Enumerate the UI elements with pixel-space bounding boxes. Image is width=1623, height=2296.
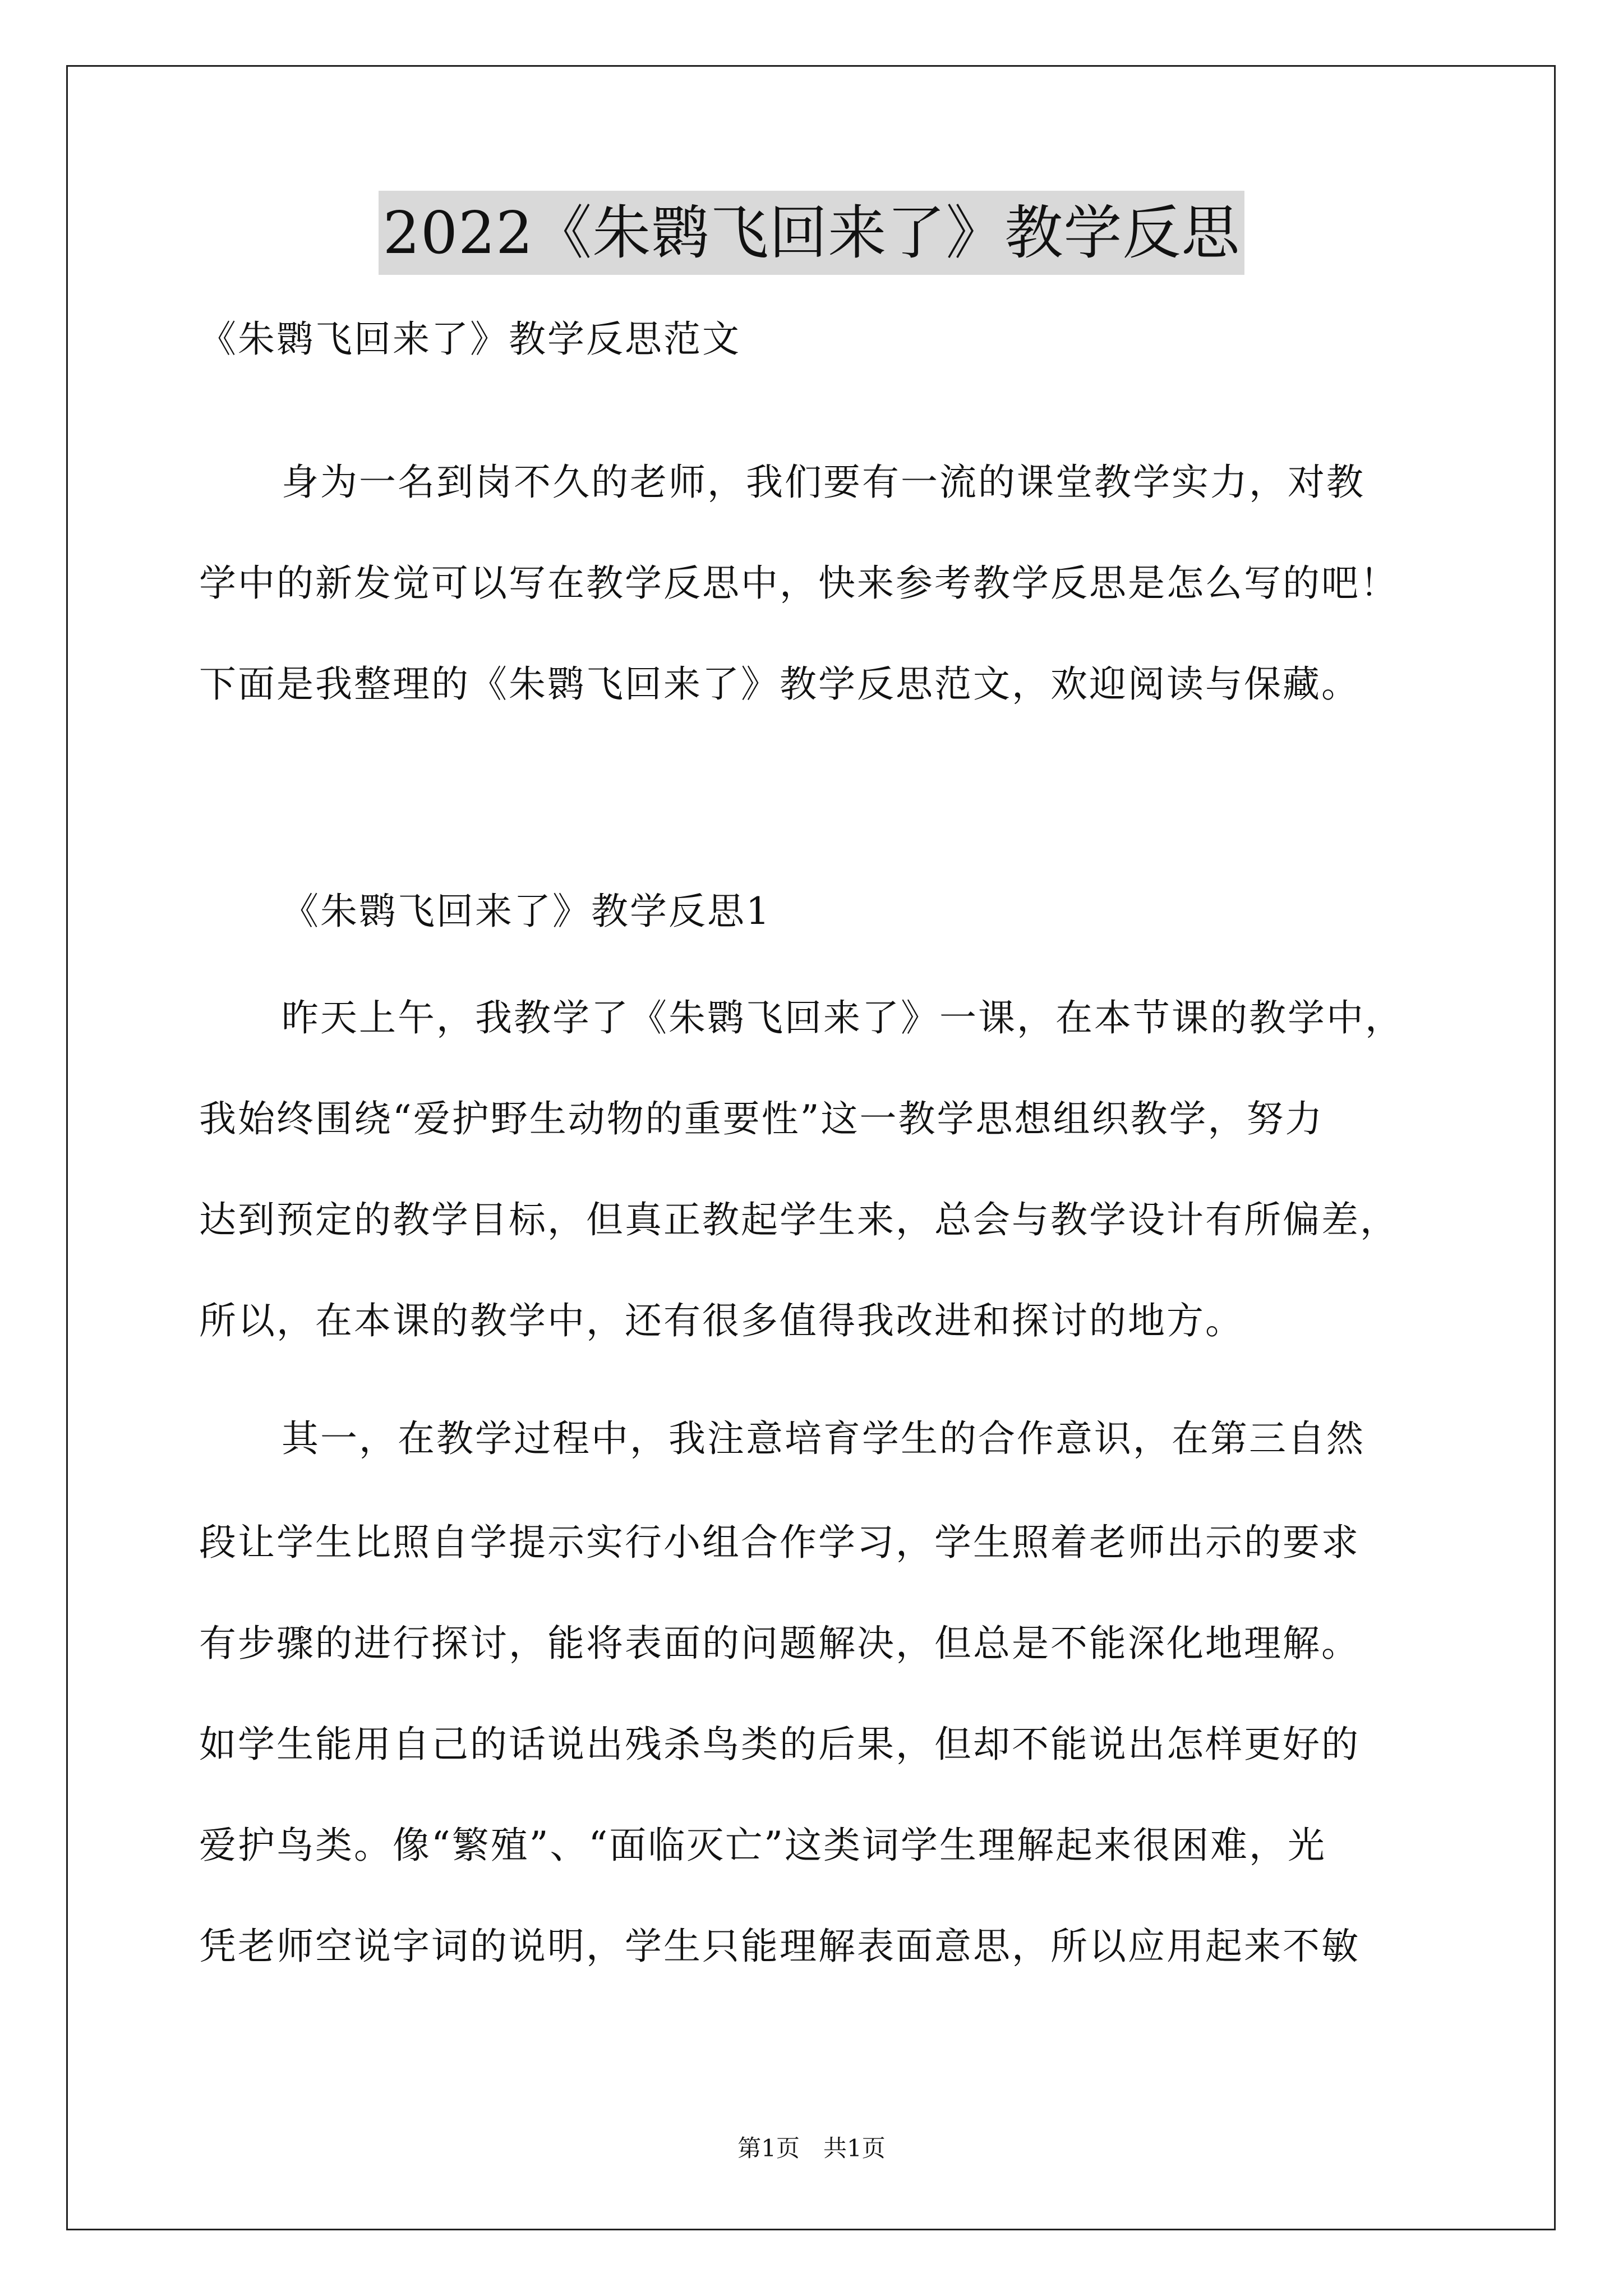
para2-line-4: 如学生能用自己的话说出残杀鸟类的后果，但却不能说出怎样更好的: [199, 1723, 1360, 1766]
title-container: [0, 191, 1623, 275]
page-border: [66, 65, 1556, 2230]
para1-line-2: 我始终围绕“爱护野生动物的重要性”这一教学思想组织教学，努力: [199, 1097, 1324, 1140]
intro-line-3: 下面是我整理的《朱鹮飞回来了》教学反思范文，欢迎阅读与保藏。: [199, 662, 1360, 706]
document-title: 2022《朱鹮飞回来了》教学反思: [379, 191, 1245, 275]
para1-line-3: 达到预定的教学目标，但真正教起学生来，总会与教学设计有所偏差，: [199, 1198, 1399, 1241]
page-footer: 第1页 共1页: [737, 2134, 886, 2162]
para1-line-4: 所以，在本课的教学中，还有很多值得我改进和探讨的地方。: [199, 1299, 1244, 1342]
para2-line-5: 爱护鸟类。像“繁殖”、“面临灭亡”这类词学生理解起来很困难，光: [199, 1824, 1326, 1867]
para2-line-2: 段让学生比照自学提示实行小组合作学习，学生照着老师出示的要求: [199, 1521, 1360, 1564]
intro-line-1: 身为一名到岗不久的老师，我们要有一流的课堂教学实力，对教: [282, 461, 1365, 504]
para1-line-1: 昨天上午，我教学了《朱鹮飞回来了》一课，在本节课的教学中，: [282, 996, 1404, 1039]
intro-line-2: 学中的新发觉可以写在教学反思中，快来参考教学反思是怎么写的吧！: [199, 562, 1399, 605]
para2-line-1: 其一，在教学过程中，我注意培育学生的合作意识，在第三自然: [282, 1417, 1365, 1460]
section-heading: 《朱鹮飞回来了》教学反思1: [282, 890, 771, 933]
para2-line-6: 凭老师空说字词的说明，学生只能理解表面意思，所以应用起来不敏: [199, 1925, 1360, 1968]
para2-line-3: 有步骤的进行探讨，能将表面的问题解决，但总是不能深化地理解。: [199, 1622, 1360, 1665]
subtitle: 《朱鹮飞回来了》教学反思范文: [199, 318, 741, 361]
